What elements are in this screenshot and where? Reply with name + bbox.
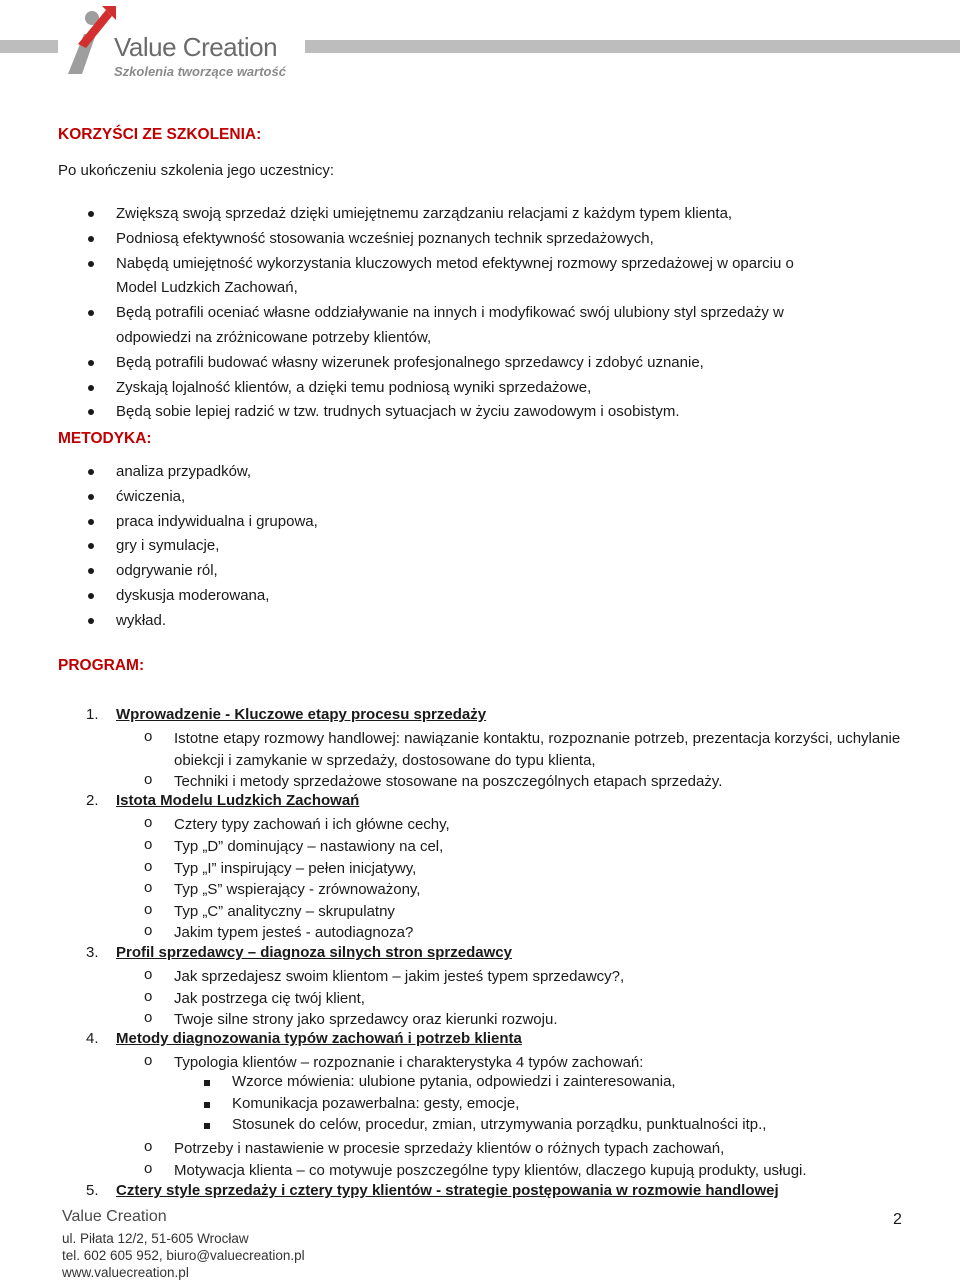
program-module-number: 5. bbox=[86, 1182, 99, 1199]
circle-bullet-icon: o bbox=[144, 858, 153, 875]
program-subitem-text: Cztery typy zachowań i ich główne cechy, bbox=[174, 816, 450, 833]
footer-contact: tel. 602 605 952, biuro@valuecreation.pl bbox=[62, 1248, 305, 1263]
benefits-heading: KORZYŚCI ZE SZKOLENIA: bbox=[58, 126, 262, 143]
circle-bullet-icon: o bbox=[144, 814, 153, 831]
circle-bullet-icon: o bbox=[144, 728, 153, 745]
square-bullet-icon bbox=[204, 1123, 210, 1129]
program-subitem-text: Istotne etapy rozmowy handlowej: nawiązanie kontaktu, rozpoznanie potrzeb, prezentacja korzyści, uchylanie obiekcji i zamykanie w sprzedaży, dostosowane do typu klienta, bbox=[174, 730, 901, 769]
program-subitem-text: Techniki i metody sprzedażowe stosowane na poszczególnych etapach sprzedaży. bbox=[174, 773, 723, 790]
circle-bullet-icon: o bbox=[144, 966, 153, 983]
program-subsubitem-text: Stosunek do celów, procedur, zmian, utrzymywania porządku, punktualności itp., bbox=[232, 1116, 767, 1133]
page-header bbox=[0, 0, 960, 90]
logo-name: Value Creation bbox=[114, 32, 278, 62]
list-item: Będą sobie lepiej radzić w tzw. trudnych sytuacjach w życiu zawodowym i osobistym. bbox=[58, 400, 908, 425]
methods-list bbox=[58, 460, 908, 634]
logo-figure-icon bbox=[62, 4, 118, 84]
circle-bullet-icon: o bbox=[144, 922, 153, 939]
circle-bullet-icon: o bbox=[144, 879, 153, 896]
program-subitem-text: Potrzeby i nastawienie w procesie sprzedaży klientów o różnych typach zachowań, bbox=[174, 1140, 725, 1157]
program-subitem-text: Jak postrzega cię twój klient, bbox=[174, 990, 365, 1007]
header-bar bbox=[305, 40, 960, 53]
footer-address: ul. Piłata 12/2, 51-605 Wrocław bbox=[62, 1231, 249, 1246]
header-bar-left bbox=[0, 40, 58, 53]
program-module-number: 4. bbox=[86, 1030, 99, 1047]
program-subitem-text: Typologia klientów – rozpoznanie i charakterystyka 4 typów zachowań: bbox=[174, 1054, 644, 1071]
program-module-number: 2. bbox=[86, 792, 99, 809]
list-item: Model Ludzkich Zachowań, bbox=[116, 279, 298, 297]
list-item: Zyskają lojalność klientów, a dzięki temu podniosą wyniki sprzedażowe, bbox=[58, 376, 908, 401]
benefits-list bbox=[58, 202, 908, 425]
list-item: ćwiczenia, bbox=[58, 485, 908, 510]
program-module-title: Cztery style sprzedaży i cztery typy klientów - strategie postępowania w rozmowie handlowej bbox=[116, 1182, 779, 1199]
footer-website: www.valuecreation.pl bbox=[62, 1265, 189, 1280]
circle-bullet-icon: o bbox=[144, 836, 153, 853]
page-footer bbox=[62, 1208, 362, 1281]
program-module-title: Wprowadzenie - Kluczowe etapy procesu sprzedaży bbox=[116, 706, 487, 723]
program-subsubitem-text: Wzorce mówienia: ulubione pytania, odpowiedzi i zainteresowania, bbox=[232, 1073, 676, 1090]
list-item: odpowiedzi na zróżnicowane potrzeby klientów, bbox=[116, 328, 432, 346]
program-subitem-text: Jakim typem jesteś - autodiagnoza? bbox=[174, 924, 414, 941]
list-item: praca indywidualna i grupowa, bbox=[58, 510, 908, 535]
list-item: wykład. bbox=[58, 609, 908, 634]
circle-bullet-icon: o bbox=[144, 1138, 153, 1155]
list-item: Będą potrafili budować własny wizerunek profesjonalnego sprzedawcy i zdobyć uznanie, bbox=[58, 351, 908, 376]
logo-tagline: Szkolenia tworzące wartość bbox=[114, 64, 286, 79]
page-number: 2 bbox=[893, 1211, 902, 1228]
program-subitem-text: Twoje silne strony jako sprzedawcy oraz kierunki rozwoju. bbox=[174, 1011, 558, 1028]
circle-bullet-icon: o bbox=[144, 988, 153, 1005]
circle-bullet-icon: o bbox=[144, 1052, 153, 1069]
program-subitem-text: Typ „D” dominujący – nastawiony na cel, bbox=[174, 838, 444, 855]
program-heading: PROGRAM: bbox=[58, 657, 145, 674]
program-module-title: Profil sprzedawcy – diagnoza silnych stron sprzedawcy bbox=[116, 944, 512, 961]
square-bullet-icon bbox=[204, 1102, 210, 1108]
program-subitem-text: Jak sprzedajesz swoim klientom – jakim jesteś typem sprzedawcy?, bbox=[174, 968, 625, 985]
methods-heading: METODYKA: bbox=[58, 430, 152, 447]
circle-bullet-icon: o bbox=[144, 901, 153, 918]
circle-bullet-icon: o bbox=[144, 1009, 153, 1026]
program-subitem-text: Typ „I” inspirujący – pełen inicjatywy, bbox=[174, 860, 417, 877]
program-subitem-text: Motywacja klienta – co motywuje poszczególne typy klientów, dlaczego kupują produkty, usługi. bbox=[174, 1162, 807, 1179]
circle-bullet-icon: o bbox=[144, 771, 153, 788]
list-item: Zwiększą swoją sprzedaż dzięki umiejętnemu zarządzaniu relacjami z każdym typem klienta, bbox=[58, 202, 908, 227]
footer-company: Value Creation bbox=[62, 1208, 167, 1225]
list-item: odgrywanie ról, bbox=[58, 559, 908, 584]
list-item: Podniosą efektywność stosowania wcześniej poznanych technik sprzedażowych, bbox=[58, 227, 908, 252]
square-bullet-icon bbox=[204, 1080, 210, 1086]
list-item: Będą potrafili oceniać własne oddziaływanie na innych i modyfikować swój ulubiony styl sprzedaży w bbox=[58, 301, 908, 326]
program-module-title: Metody diagnozowania typów zachowań i potrzeb klienta bbox=[116, 1030, 522, 1047]
program-module-title: Istota Modelu Ludzkich Zachowań bbox=[116, 792, 360, 809]
list-item: analiza przypadków, bbox=[58, 460, 908, 485]
company-logo bbox=[62, 4, 302, 84]
program-subitem-text: Typ „S” wspierający - zrównoważony, bbox=[174, 881, 421, 898]
benefits-intro: Po ukończeniu szkolenia jego uczestnicy: bbox=[58, 162, 334, 179]
list-item: Nabędą umiejętność wykorzystania kluczowych metod efektywnej rozmowy sprzedażowej w oparciu o bbox=[58, 252, 908, 277]
program-module-number: 1. bbox=[86, 706, 99, 723]
program-module-number: 3. bbox=[86, 944, 99, 961]
list-item: gry i symulacje, bbox=[58, 534, 908, 559]
list-item: dyskusja moderowana, bbox=[58, 584, 908, 609]
program-subsubitem-text: Komunikacja pozawerbalna: gesty, emocje, bbox=[232, 1095, 520, 1112]
circle-bullet-icon: o bbox=[144, 1160, 153, 1177]
program-subitem-text: Typ „C” analityczny – skrupulatny bbox=[174, 903, 395, 920]
